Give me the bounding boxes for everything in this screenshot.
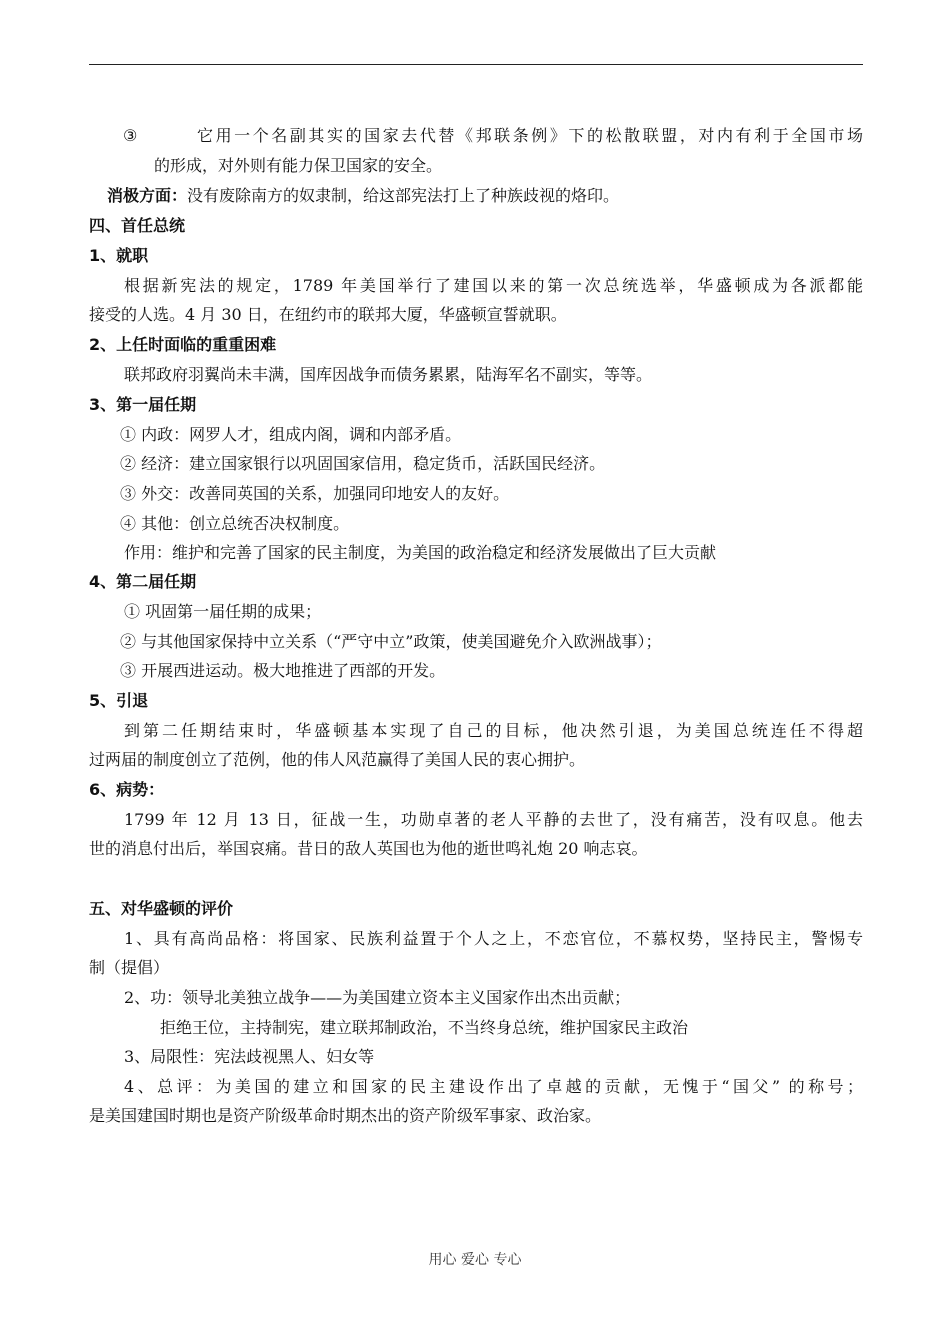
section-4-3-item-3: ③ 外交：改善同英国的关系，加强同印地安人的友好。 [120,484,510,503]
section-4-3-item-4: ④ 其他：创立总统否决权制度。 [120,514,350,533]
section-5-item-2-line1: 2、功：领导北美独立战争——为美国建立资本主义国家作出杰出贡献； [124,988,631,1007]
negative-paragraph [107,186,619,206]
section-4-4-heading: 4、第二届任期 [89,572,197,591]
section-4-4-item-2: ② 与其他国家保持中立关系（“严守中立”政策，使美国避免介入欧洲战事）； [120,632,662,651]
section-4-1-heading: 1、就职 [89,246,149,265]
negative-label: 消极方面： [107,186,188,205]
header-rule [89,64,863,65]
negative-text: 没有废除南方的奴隶制，给这部宪法打上了种族歧视的烙印。 [187,186,620,205]
section-4-6-heading: 6、病势： [89,780,165,799]
section-4-6-para-line1: 1799 年 12 月 13 日，征战一生，功勋卓著的老人平静的去世了，没有痛苦，没有叹息。他去 [124,810,863,829]
section-4-2-para: 联邦政府羽翼尚未丰满，国库因战争而债务累累，陆海军名不副实，等等。 [124,365,653,384]
section-5-item-1-line1: 1、具有高尚品格：将国家、民族利益置于个人之上，不恋官位，不慕权势，坚持民主，警惕专 [124,929,863,948]
section-4-3-effect: 作用：维护和完善了国家的民主制度，为美国的政治稳定和经济发展做出了巨大贡献 [124,543,717,562]
section-4-2-heading: 2、上任时面临的重重困难 [89,335,277,354]
section-5-item-3: 3、局限性：宪法歧视黑人、妇女等 [124,1047,375,1066]
section-4-5-para-line2: 过两届的制度创立了范例，他的伟人风范赢得了美国人民的衷心拥护。 [89,750,586,769]
item3-line2: 的形成，对外则有能力保卫国家的安全。 [154,156,443,175]
section-4-3-item-2: ② 经济：建立国家银行以巩固国家信用，稳定货币，活跃国民经济。 [120,454,606,473]
section-4-1-para-line1: 根据新宪法的规定，1789 年美国举行了建国以来的第一次总统选举，华盛顿成为各派都能 [124,276,863,295]
item3-number: ③ [123,126,138,145]
section-5-item-4-line2: 是美国建国时期也是资产阶级革命时期杰出的资产阶级军事家、政治家。 [89,1106,602,1125]
section-4-5-para-line1: 到第二任期结束时，华盛顿基本实现了自己的目标，他决然引退，为美国总统连任不得超 [124,721,863,740]
section-4-3-item-1: ① 内政：网罗人才，组成内阁，调和内部矛盾。 [120,425,462,444]
section-4-5-heading: 5、引退 [89,691,149,710]
item3-line1: 它用一个名副其实的国家去代替《邦联条例》下的松散联盟，对内有利于全国市场 [197,126,863,145]
page-footer: 用心 爱心 专心 [428,1252,522,1268]
section-4-1-para-line2: 接受的人选。4 月 30 日，在纽约市的联邦大厦，华盛顿宣誓就职。 [89,305,567,324]
section-4-3-heading: 3、第一届任期 [89,395,197,414]
section-4-4-item-3: ③ 开展西进运动。极大地推进了西部的开发。 [120,661,446,680]
section-5-item-4-line1: 4、总评：为美国的建立和国家的民主建设作出了卓越的贡献，无愧于“国父” 的称号； [124,1077,863,1096]
section-4-4-item-1: ① 巩固第一届任期的成果； [124,602,322,621]
section-5-item-1-line2: 制（提倡） [89,958,170,977]
section-5-heading: 五、对华盛顿的评价 [89,899,234,918]
section-4-heading: 四、首任总统 [89,216,186,235]
section-5-item-2-line2: 拒绝王位，主持制宪，建立联邦制政治，不当终身总统，维护国家民主政治 [160,1018,689,1037]
section-4-6-para-line2: 世的消息付出后，举国哀痛。昔日的敌人英国也为他的逝世鸣礼炮 20 响志哀。 [89,839,648,858]
